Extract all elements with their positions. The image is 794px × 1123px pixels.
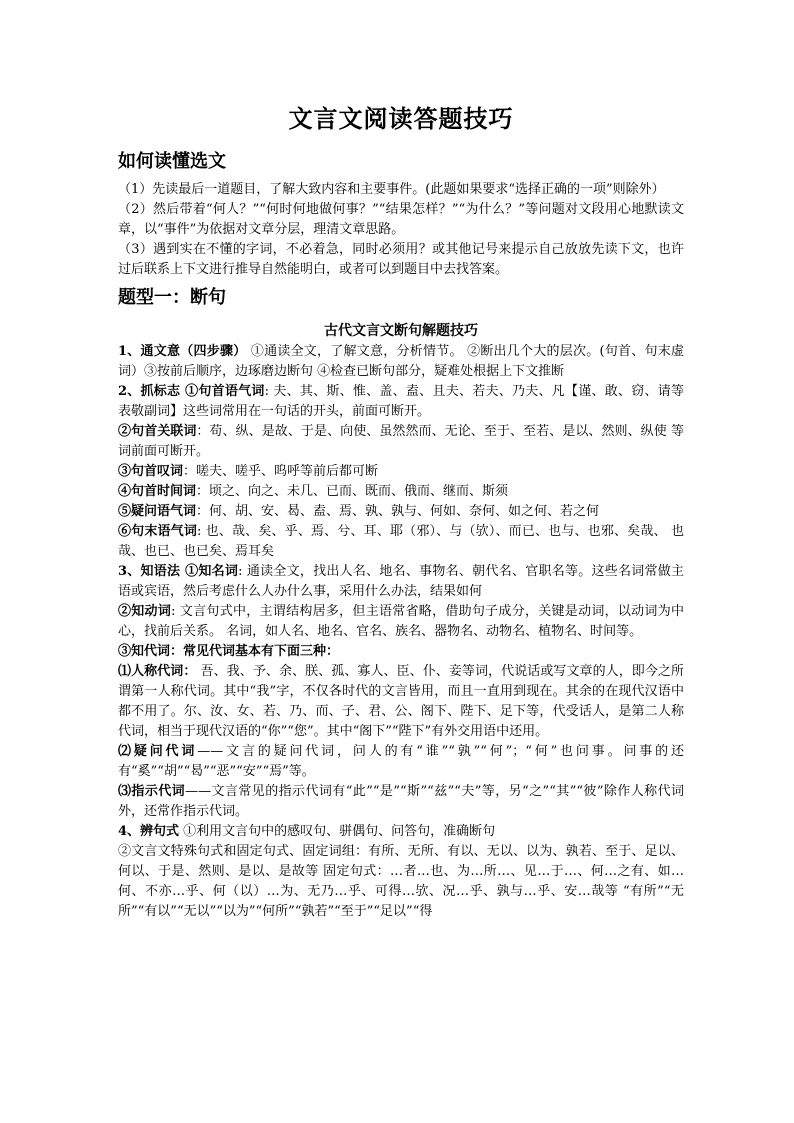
label: ③句首叹词	[118, 464, 184, 479]
paragraph	[118, 482, 684, 502]
paragraph	[118, 422, 684, 462]
section-heading-sentence-breaking: 题型一：断句	[118, 287, 226, 308]
label: 4、辨句式	[118, 824, 180, 839]
sub-heading: 古代文言文断句解题技巧	[324, 323, 478, 339]
paragraph	[118, 342, 684, 382]
text: ：顷之、向之、未几、已而、既而、俄而、继而、斯须	[196, 484, 509, 499]
paragraph: （1）先读最后一道题目，了解大致内容和主要事件。(此题如果要求“选择正确的一项”则除外）	[118, 182, 665, 197]
label: ⑴人称代词：	[118, 664, 197, 679]
paragraph	[118, 462, 684, 482]
text: : 夫、其、斯、惟、盖、盍、且夫、若夫、乃夫、凡【谨、敢、窃、请等表敬副词】这些词常用在一句话的开头，前面可断开。	[118, 384, 685, 419]
label: ③知代词：常见代词基本有下面三种：	[118, 644, 340, 659]
document-page	[118, 100, 684, 922]
paragraph	[118, 602, 684, 642]
section-heading-reading: 如何读懂选文	[118, 151, 226, 172]
paragraph	[118, 662, 684, 742]
label: ⑶指示代词	[118, 784, 186, 799]
text: : 也、哉、矣、乎、焉、兮、耳、耶（邪）、与（欤）、而已、也与、也邪、矣哉、 也哉、也已、也已矣、焉耳矣	[118, 524, 684, 559]
label: ②句首关联词	[118, 424, 197, 439]
label: ⑥句末语气词	[118, 524, 197, 539]
label: 3、知语法 ①知名词	[118, 564, 239, 579]
text: 吾、我、予、余、朕、孤、寡人、臣、仆、妾等词，代说话或写文章的人，即今之所谓第一人称代词。其中“我”字，不仅各时代的文言皆用，而且一直用到现在。其余的在现代汉语中都不用了。尔、汝、女、若、乃、而、子、君、公、阁下、陛下、足下等，代受话人，是第二人称代词，相当于现代汉语的“你”“您”。其中“阁下”“陛下”有外交用语中还用。	[118, 664, 684, 739]
text: : 通读全文，找出人名、地名、事物名、朝代名、官职名等。这些名词常做主语或宾语，然后考虑什么人办什么事，采用什么办法，结果如何	[118, 564, 684, 599]
text: ——文言常见的指示代词有“此”“是”“斯”“兹”“夫”等，另“之”“其”“彼”除作人称代词外，还常作指示代词。	[118, 784, 684, 819]
text: ①通读全文，了解文意，分析情节。 ②断出几个大的层次。(句首、句末虚词）③按前后顺序，边琢磨边断句 ④检查已断句部分，疑难处根据上下文推断	[118, 344, 685, 379]
text: ：何、胡、安、曷、盍、焉、孰、孰与、何如、奈何、如之何、若之何	[196, 504, 600, 519]
text: ②文言文特殊句式和固定句式、固定词组：有所、无所、有以、无以、以为、孰若、至于、足以、何以、于是、然则、是以、是故等 固定句式：…者…也、为…所…、见…于…、何…之有、如…何、不亦…乎、何（以）…为、无乃…乎、可得…欤、况…乎、孰与…乎、安…哉等 “有所”“无所”“有以”“无以”“以为”“何所”“孰若”“至于”“足以”“得	[118, 844, 684, 919]
paragraph	[118, 502, 684, 522]
paragraph	[118, 562, 684, 602]
paragraph	[118, 822, 684, 842]
text: : 文言句式中，主谓结构居多，但主语常省略，借助句子成分，关键是动词，以动词为中心，找前后关系。 名词，如人名、地名、官名、族名、器物名、动物名、植物名、时间等。	[118, 604, 684, 639]
label: ②知动词	[118, 604, 172, 619]
paragraph: （3）遇到实在不懂的字词，不必着急，同时必须用？或其他记号来提示自己放放先读下文，也许过后联系上下文进行推导自然能明白，或者可以到题目中去找答案。	[118, 242, 684, 277]
page-title: 文言文阅读答题技巧	[288, 104, 514, 133]
paragraph	[118, 382, 684, 422]
paragraph	[118, 842, 684, 922]
text: ——文言的疑问代词，问人的有“谁”“孰”“何”；“何”也问事。问事的还有“奚”“胡”“曷”“恶”“安”“焉”等。	[118, 744, 684, 779]
paragraph: （2）然后带着“何人？”“何时何地做何事？”“结果怎样？”“为什么？”等问题对文段用心地默读文章，以“事件”为依据对文章分层，理清文章思路。	[118, 202, 684, 237]
text: ：苟、纵、是故、于是、向使、虽然然而、无论、至于、至若、是以、然则、纵使 等词前面可断开。	[118, 424, 684, 459]
paragraph	[118, 742, 684, 782]
paragraph	[118, 522, 684, 562]
label: ⑵疑问代词	[118, 744, 198, 759]
label: ④句首时间词	[118, 484, 197, 499]
paragraph	[118, 782, 684, 822]
text: ①利用文言句中的感叹句、骈偶句、问答句，准确断句	[179, 824, 496, 839]
label: 1、通文意（四步骤）	[118, 344, 247, 359]
label: 2、抓标志 ①句首语气词	[118, 384, 265, 399]
text: ：嗟夫、嗟乎、呜呼等前后都可断	[183, 464, 379, 479]
paragraph	[118, 642, 684, 662]
label: ⑤疑问语气词	[118, 504, 197, 519]
